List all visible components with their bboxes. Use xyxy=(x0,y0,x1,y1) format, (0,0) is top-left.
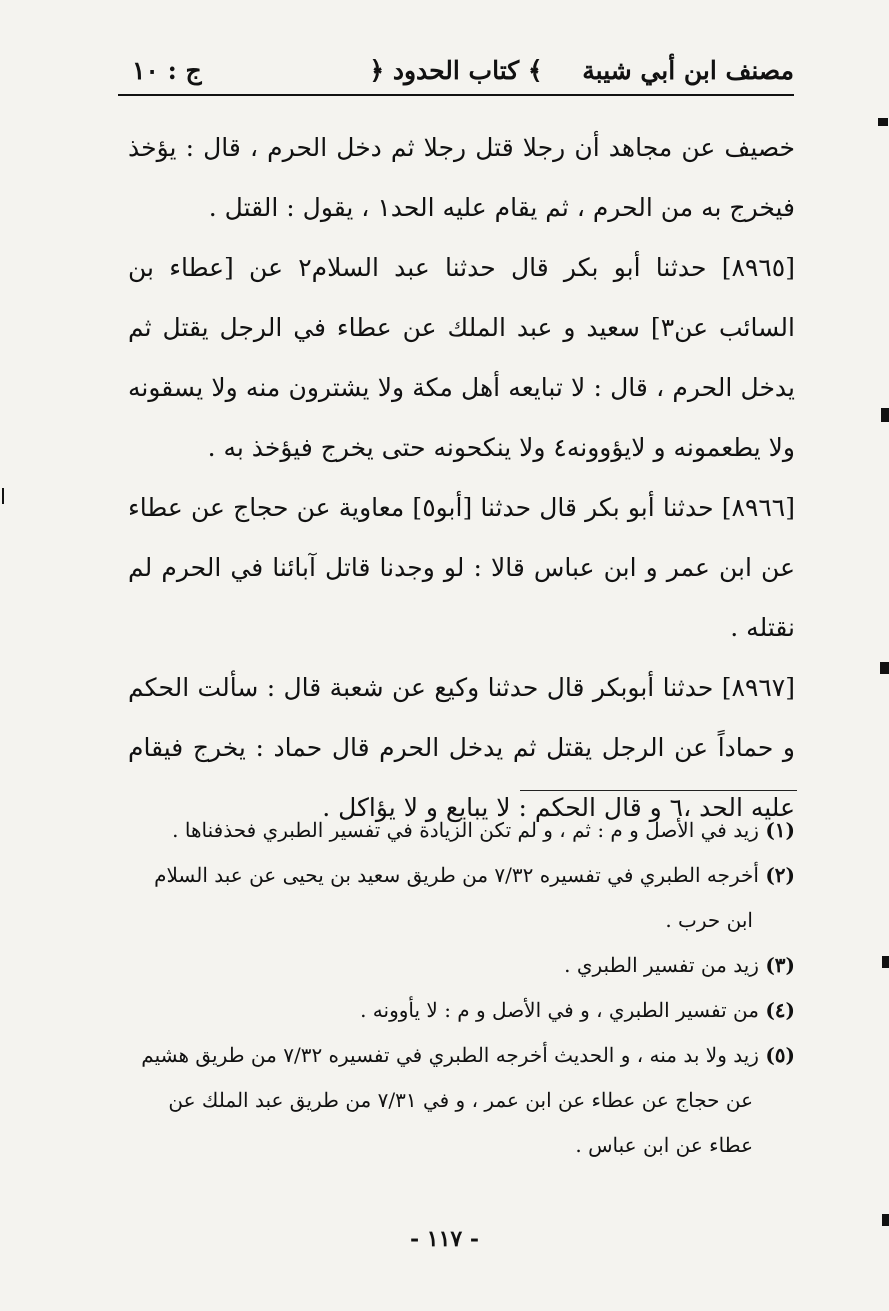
footnote-number: (٢) xyxy=(765,863,795,887)
footnote-text: زيد من تفسير الطبري . xyxy=(564,953,759,977)
main-text xyxy=(128,118,795,838)
paragraph: [٨٩٦٥] حدثنا أبو بكر قال حدثنا عبد السلام٢ عن [عطاء بن السائب عن٣] سعيد و عبد الملك عن عطاء في الرجل يقتل ثم يدخل الحرم ، قال : لا تبايعه أهل مكة ولا يشترون منه ولا يسقونه ولا يطعمونه و لايؤوونه٤ ولا ينكحونه حتى يخرج فيؤخذ به . xyxy=(128,253,795,462)
footnote-continuation: ابن حرب . xyxy=(665,908,753,932)
footnote xyxy=(128,1033,795,1168)
footnote-number: (١) xyxy=(765,818,795,842)
footnote-text: زيد ولا بد منه ، و الحديث أخرجه الطبري في تفسيره ٧/٣٢ من طريق هشيم xyxy=(141,1043,759,1067)
footnote-divider xyxy=(520,790,797,791)
book-title: مصنف ابن أبي شيبة xyxy=(582,56,794,85)
scan-speck xyxy=(881,408,889,422)
scan-speck xyxy=(880,662,889,674)
footnote-continuation: عن حجاج عن عطاء عن ابن عمر ، و في ٧/٣١ من طريق عبد الملك عن عطاء عن ابن عباس . xyxy=(168,1088,753,1157)
scan-speck xyxy=(2,488,4,504)
volume-number: ج : ١٠ xyxy=(132,56,202,85)
chapter-title: ﴿ كتاب الحدود ﴾ xyxy=(369,56,543,85)
footnote-text: أخرجه الطبري في تفسيره ٧/٣٢ من طريق سعيد بن يحيى عن عبد السلام xyxy=(154,863,759,887)
scan-speck xyxy=(882,956,889,968)
footnote xyxy=(128,988,795,1033)
paragraph: [٨٩٦٦] حدثنا أبو بكر قال حدثنا [أبو٥] معاوية عن حجاج عن عطاء عن ابن عمر و ابن عباس قالا : لو وجدنا قاتل آبائنا في الحرم لم نقتله . xyxy=(128,493,795,642)
footnote xyxy=(128,808,795,853)
footnotes xyxy=(128,808,795,1168)
footnote-number: (٥) xyxy=(765,1043,795,1067)
footnote-number: (٣) xyxy=(765,953,795,977)
footnote-number: (٤) xyxy=(765,998,795,1022)
footnote xyxy=(128,853,795,943)
footnote-text: من تفسير الطبري ، و في الأصل و م : لا يأوونه . xyxy=(360,998,759,1022)
footnote xyxy=(128,943,795,988)
page-number: - ١١٧ - xyxy=(409,1226,480,1252)
scan-speck xyxy=(878,118,888,126)
running-header xyxy=(118,52,794,96)
scan-speck xyxy=(882,1214,889,1226)
paragraph: [٨٩٦٧] حدثنا أبوبكر قال حدثنا وكيع عن شعبة قال : سألت الحكم و حماداً عن الرجل يقتل ثم يدخل الحرم قال حماد : يخرج فيقام عليه الحد ،٦ و قال الحكم : لا يبايع و لا يؤاكل . xyxy=(128,673,795,822)
footnote-text: زيد في الأصل و م : ثم ، و لم تكن الزيادة في تفسير الطبري فحذفناها . xyxy=(172,818,759,842)
paragraph: خصيف عن مجاهد أن رجلا قتل رجلا ثم دخل الحرم ، قال : يؤخذ فيخرج به من الحرم ، ثم يقام عليه الحد١ ، يقول : القتل . xyxy=(128,133,795,222)
